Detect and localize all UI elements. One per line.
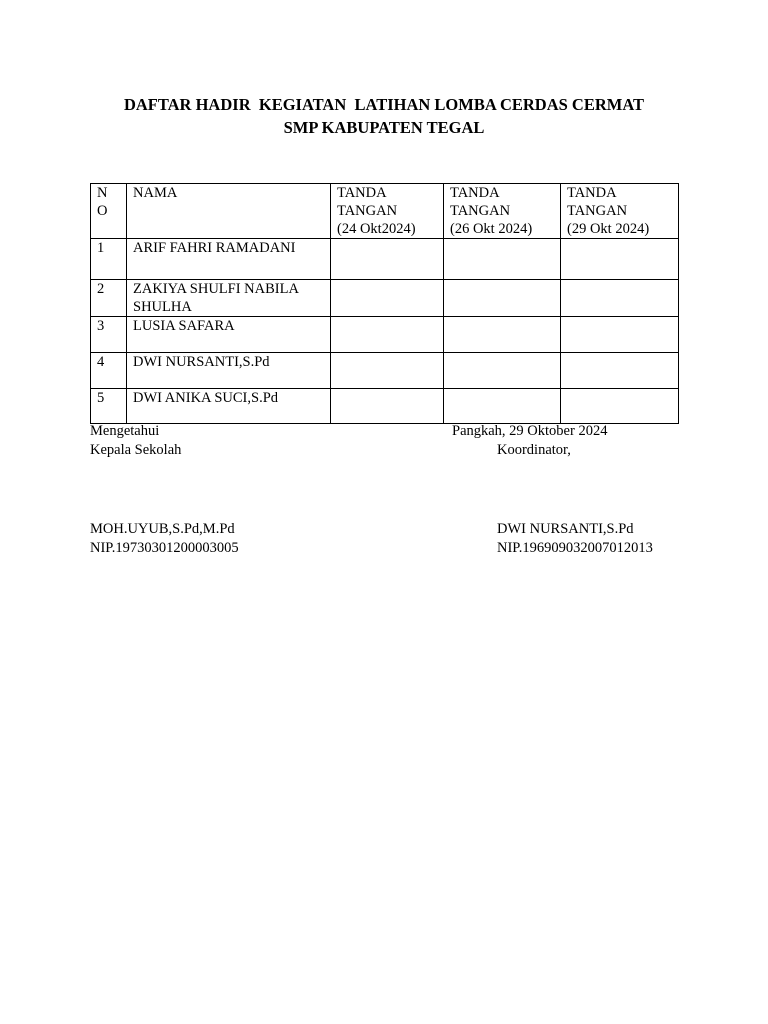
headmaster-nip: NIP.19730301200003005 xyxy=(90,540,239,556)
document-title: DAFTAR HADIR KEGIATAN LATIHAN LOMBA CERDAS CERMAT xyxy=(123,95,645,114)
footer-coordinator-role: Koordinator, xyxy=(497,442,571,458)
header-no xyxy=(91,184,127,239)
row-nama-line1: ZAKIYA SHULFI NABILA xyxy=(133,281,299,297)
document-subtitle: SMP KABUPATEN TEGAL xyxy=(283,118,485,137)
row-no: 2 xyxy=(91,280,127,317)
signature-cell xyxy=(561,317,679,353)
header-ttd-3-line2: TANGAN xyxy=(567,203,628,219)
header-ttd-3-line3: (29 Okt 2024) xyxy=(567,221,650,237)
header-ttd-2-line3: (26 Okt 2024) xyxy=(450,221,533,237)
row-nama xyxy=(127,280,331,317)
row-no: 1 xyxy=(91,239,127,280)
attendance-table xyxy=(90,183,679,424)
signature-cell xyxy=(444,353,561,389)
row-no: 4 xyxy=(91,353,127,389)
signature-cell xyxy=(561,239,679,280)
signature-cell xyxy=(444,239,561,280)
table-row xyxy=(91,389,679,424)
header-ttd-1-line3: (24 Okt2024) xyxy=(337,221,416,237)
signature-cell xyxy=(561,280,679,317)
signature-cell xyxy=(444,280,561,317)
table-row xyxy=(91,239,679,280)
signature-cell xyxy=(331,239,444,280)
row-nama: LUSIA SAFARA xyxy=(127,317,331,353)
signature-cell xyxy=(444,317,561,353)
headmaster-name: MOH.UYUB,S.Pd,M.Pd xyxy=(90,521,235,537)
header-ttd-2-line2: TANGAN xyxy=(450,203,511,219)
header-ttd-1-line2: TANGAN xyxy=(337,203,398,219)
row-nama: ARIF FAHRI RAMADANI xyxy=(127,239,331,280)
header-ttd-3 xyxy=(561,184,679,239)
footer-place-date: Pangkah, 29 Oktober 2024 xyxy=(452,423,608,439)
coordinator-nip: NIP.196909032007012013 xyxy=(497,540,653,556)
header-no-line1: N xyxy=(97,185,108,201)
header-ttd-3-line1: TANDA xyxy=(567,185,617,201)
header-ttd-1 xyxy=(331,184,444,239)
table-header-row xyxy=(91,184,679,239)
header-ttd-1-line1: TANDA xyxy=(337,185,387,201)
signature-cell xyxy=(331,389,444,424)
signature-cell xyxy=(444,389,561,424)
signature-cell xyxy=(561,353,679,389)
footer-acknowledged: Mengetahui xyxy=(90,423,160,439)
signature-cell xyxy=(331,317,444,353)
signature-cell xyxy=(331,353,444,389)
table-row xyxy=(91,353,679,389)
row-no: 5 xyxy=(91,389,127,424)
table-row xyxy=(91,317,679,353)
row-no: 3 xyxy=(91,317,127,353)
row-nama-line2: SHULHA xyxy=(133,299,192,315)
signature-cell xyxy=(561,389,679,424)
table-row xyxy=(91,280,679,317)
header-nama: NAMA xyxy=(127,184,331,239)
footer-headmaster-role: Kepala Sekolah xyxy=(90,442,182,458)
header-no-line2: O xyxy=(97,203,108,219)
row-nama: DWI ANIKA SUCI,S.Pd xyxy=(127,389,331,424)
header-ttd-2 xyxy=(444,184,561,239)
header-ttd-2-line1: TANDA xyxy=(450,185,500,201)
row-nama: DWI NURSANTI,S.Pd xyxy=(127,353,331,389)
signature-cell xyxy=(331,280,444,317)
coordinator-name: DWI NURSANTI,S.Pd xyxy=(497,521,634,537)
